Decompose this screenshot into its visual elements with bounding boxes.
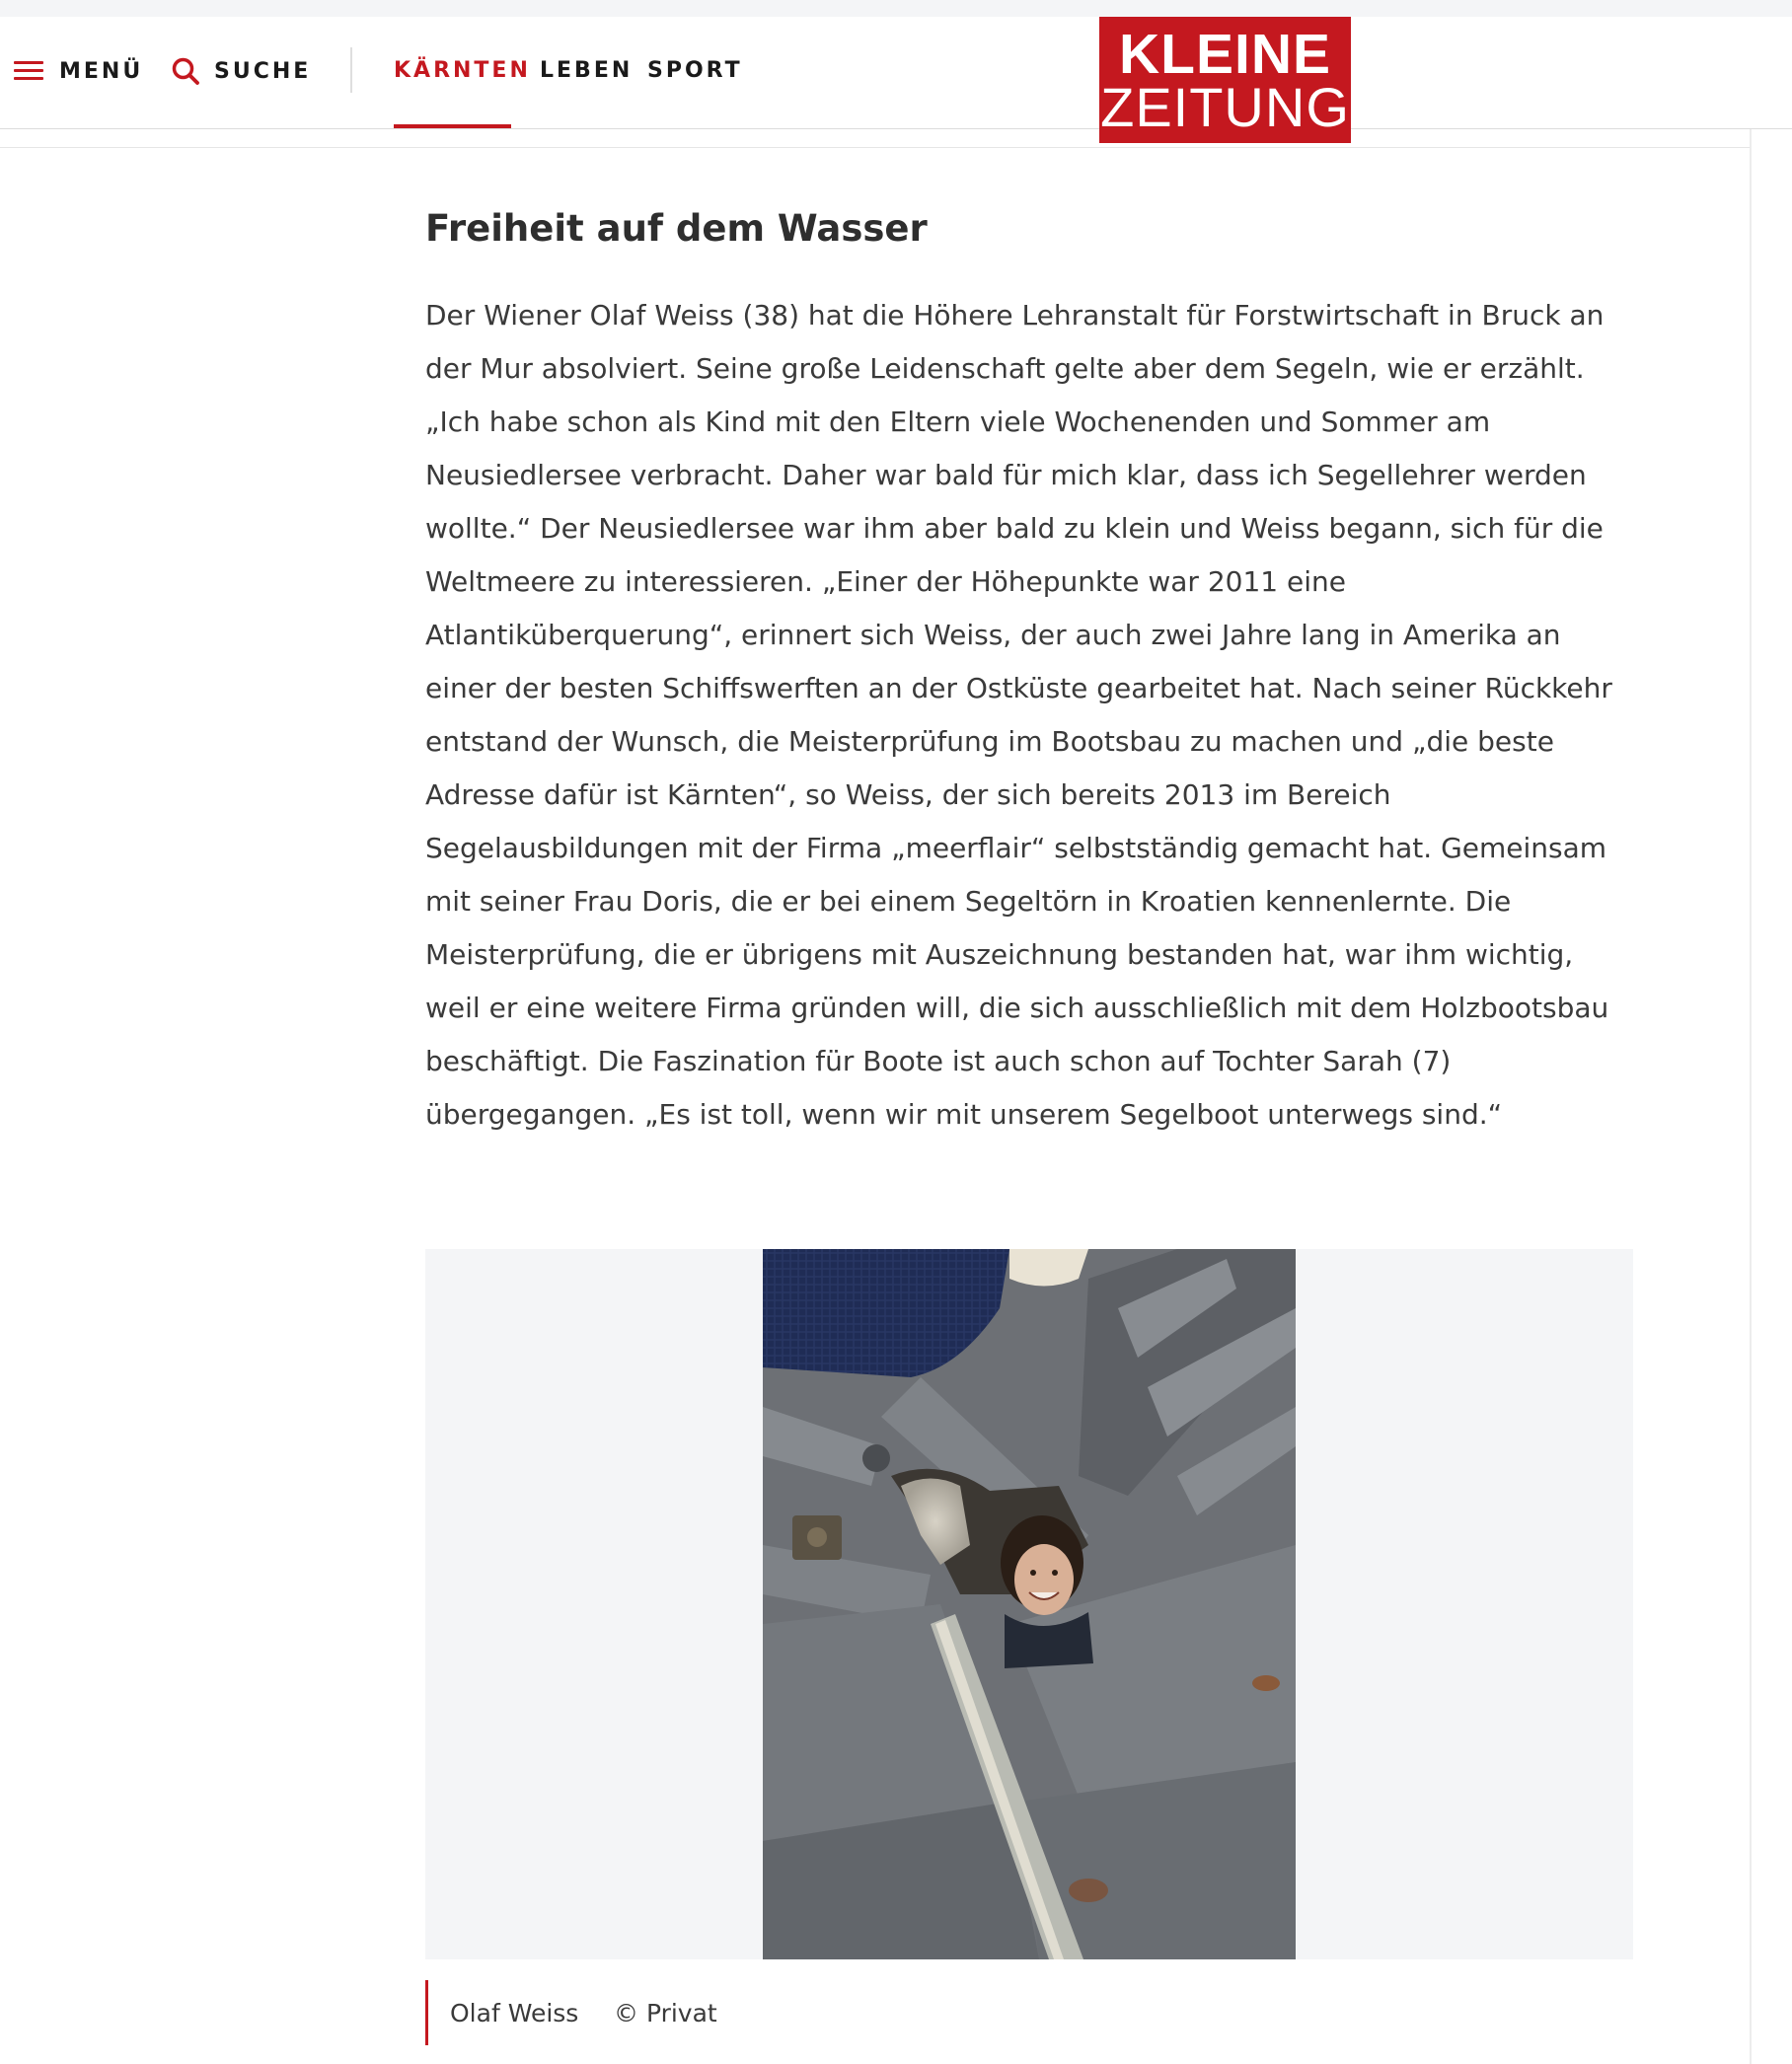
logo-line2: ZEITUNG xyxy=(1100,76,1350,138)
caption-accent-bar xyxy=(425,1980,428,2045)
search-label: SUCHE xyxy=(214,58,312,84)
figure-credit: © Privat xyxy=(614,1999,717,2027)
header-divider xyxy=(350,47,352,93)
browser-top-strip xyxy=(0,0,1792,17)
search-button[interactable] xyxy=(171,51,311,91)
active-nav-indicator xyxy=(394,124,511,128)
header-sub-line xyxy=(0,147,1750,148)
article-paragraph: Der Wiener Olaf Weiss (38) hat die Höhere Lehranstalt für Forstwirtschaft in Bruck an der Mur absolviert. Seine große Leidenschaft gelte aber dem Segeln, wie er erzählt. „Ich habe schon als Kind mit den Eltern viele Wochenenden und Sommer am Neusiedlersee verbracht. Daher war bald für mich klar, dass ich Segellehrer werden wollte.“ Der Neusiedlersee war ihm aber bald zu klein und Weiss begann, sich für die Weltmeere zu interessieren. „Einer der Höhepunkte war 2011 eine Atlantiküberquerung“, erinnert sich Weiss, der auch zwei Jahre lang in Amerika an einer der besten Schiffswerften an der Ostküste gearbeitet hat. Nach seiner Rückkehr entstand der Wunsch, die Meisterprüfung im Bootsbau zu machen und „die beste Adresse dafür ist Kärnten“, so Weiss, der sich bereits 2013 im Bereich Segelausbildungen mit der Firma „meerflair“ selbstständig gemacht hat. Gemeinsam mit seiner Frau Doris, die er bei einem Segeltörn in Kroatien kennenlernte. Die Meisterprüfung, die er übrigens mit Auszeichnung bestanden hat, war ihm wichtig, weil er eine weitere Firma gründen will, die sich ausschließlich mit dem Holzbootsbau beschäftigt. Die Faszination für Boote ist auch schon auf Tochter Sarah (7) übergegangen. „Es ist toll, wenn wir mit unserem Segelboot unterwegs sind.“ xyxy=(425,299,1612,1131)
right-column-rule xyxy=(1750,129,1752,2064)
nav-item-leben[interactable]: LEBEN xyxy=(540,58,634,83)
nav-item-kaernten[interactable]: KÄRNTEN xyxy=(394,58,531,83)
menu-label: MENÜ xyxy=(59,58,144,84)
logo-line1: KLEINE xyxy=(1118,23,1332,86)
nav-item-sport[interactable]: SPORT xyxy=(647,58,743,83)
article-photo[interactable] xyxy=(763,1249,1296,1959)
search-icon xyxy=(171,56,200,86)
figure-caption: Olaf Weiss xyxy=(450,1999,579,2027)
hamburger-icon xyxy=(14,61,43,81)
menu-button[interactable] xyxy=(14,51,143,91)
site-logo[interactable] xyxy=(1099,17,1351,143)
photo-boat-hull xyxy=(763,1249,1296,1959)
article-subheading: Freiheit auf dem Wasser xyxy=(425,207,928,250)
